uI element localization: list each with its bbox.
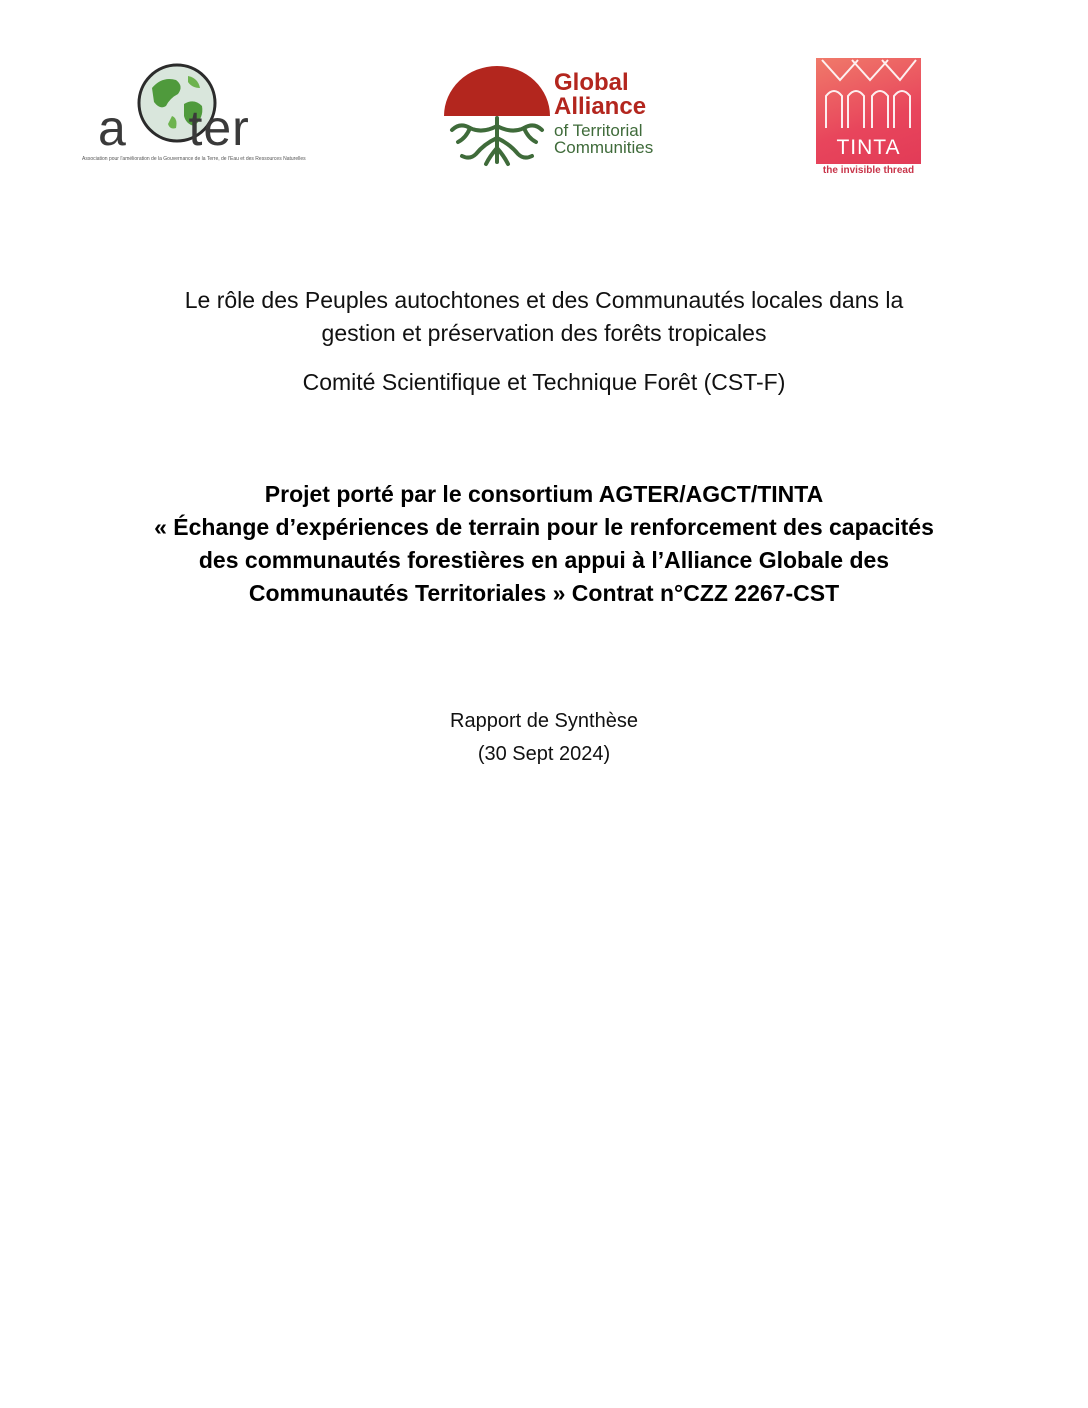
agter-wordmark: a ter — [98, 100, 250, 156]
report-info — [0, 705, 1088, 771]
tinta-logo — [816, 58, 924, 180]
tinta-name: TINTA — [836, 136, 901, 159]
project-line: Communautés Territoriales » Contrat n°CZZ 2267-CST — [248, 580, 840, 606]
project-line: « Échange d’expériences de terrain pour le renforcement des capacités — [154, 514, 934, 540]
tree-roots-icon — [442, 64, 552, 168]
project-heading — [0, 478, 1088, 610]
gatc-line4: Communities — [554, 138, 654, 157]
report-date: (30 Sept 2024) — [477, 743, 611, 765]
document-title — [0, 284, 1088, 350]
title-line: gestion et préservation des forêts tropicales — [321, 320, 767, 346]
tinta-subtitle: the invisible thread — [822, 165, 915, 176]
agter-logo — [80, 56, 312, 168]
committee-name: Comité Scientifique et Technique Forêt (CST-F) — [302, 369, 786, 395]
tinta-box — [816, 58, 921, 164]
gatc-line2: Alliance — [554, 93, 647, 120]
agter-tagline: Association pour l'amélioration de la Gouvernance de la Terre, de l'Eau et des Ressources Naturelles — [82, 156, 306, 162]
title-line: Le rôle des Peuples autochtones et des Communautés locales dans la — [184, 287, 904, 313]
global-alliance-logo — [440, 64, 670, 170]
project-line: Projet porté par le consortium AGTER/AGCT/TINTA — [264, 481, 824, 507]
gatc-line3: of Territorial — [554, 121, 643, 140]
gatc-line1: Global — [554, 69, 629, 96]
thread-pattern-icon — [816, 58, 921, 134]
project-line: des communautés forestières en appui à l’Alliance Globale des — [198, 547, 890, 573]
report-type: Rapport de Synthèse — [450, 710, 638, 732]
